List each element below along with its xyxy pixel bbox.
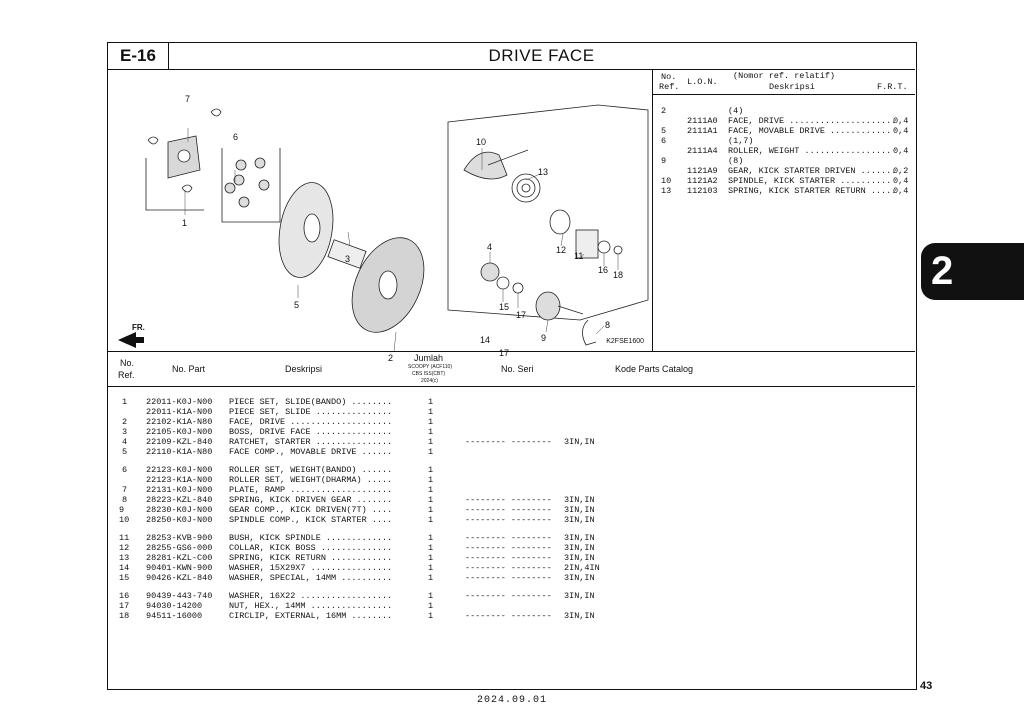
ref-lon: 1121A2 [687, 176, 718, 186]
ref-row [653, 146, 915, 166]
cell-serial: -------- -------- [465, 515, 552, 525]
cell-part: 28253-KVB-900 [146, 533, 213, 543]
cell-part: 22105-K0J-N00 [146, 427, 213, 437]
ref-lon: 2111A4 [687, 146, 718, 156]
cell-desc: PIECE SET, SLIDE(BANDO) ........ [229, 397, 393, 407]
parts-table-header [108, 351, 915, 387]
cell-ref: 7 [122, 485, 128, 495]
ref-lon: 2111A0 [687, 116, 718, 126]
callout-12: 12 [556, 245, 567, 255]
cell-qty: 1 [428, 601, 434, 611]
callout-8: 8 [605, 320, 611, 330]
table-row [108, 417, 915, 427]
page-title: DRIVE FACE [488, 46, 595, 65]
cell-part: 94030-14200 [146, 601, 203, 611]
cell-ref: 5 [122, 447, 128, 457]
cell-qty: 1 [428, 495, 434, 505]
ref-row [653, 106, 915, 126]
ref-row [653, 96, 915, 116]
table-row [108, 437, 915, 447]
ref-col-desc-top: (Nomor ref. relatif) [733, 71, 836, 81]
cell-part: 90426-KZL-840 [146, 573, 213, 583]
callout-10: 10 [476, 137, 487, 147]
ref-row [653, 156, 915, 176]
print-date: 2024.09.01 [476, 695, 547, 706]
table-row [108, 495, 915, 505]
callout-2: 2 [388, 353, 394, 363]
cell-qty: 1 [428, 591, 434, 601]
col-qty-sub: CBS ISS(CBT) [412, 371, 446, 377]
cell-qty: 1 [428, 447, 434, 457]
ref-desc: (8) [728, 156, 744, 166]
ref-no: 10 [661, 176, 672, 186]
cell-part: 22110-K1A-N80 [146, 447, 213, 457]
col-qty: Jumlah [414, 353, 444, 363]
cell-serial: -------- -------- [465, 573, 552, 583]
cell-desc: SPRING, KICK DRIVEN GEAR ....... [229, 495, 393, 505]
cell-desc: CIRCLIP, EXTERNAL, 16MM ........ [229, 611, 393, 621]
cell-part: 90439-443-740 [146, 591, 213, 601]
cell-catalog: 2IN,4IN [564, 563, 600, 573]
ref-desc: SPINDLE, KICK STARTER .......... [728, 176, 892, 186]
callout-18: 18 [613, 270, 624, 280]
cell-desc: SPRING, KICK RETURN ............ [229, 553, 393, 563]
ref-frt: 0,4 [893, 126, 909, 136]
callout-17b: 17 [499, 348, 510, 358]
cell-qty: 1 [428, 465, 434, 475]
ref-frt: 0,4 [893, 116, 909, 126]
section-tab: 2 [921, 243, 1024, 300]
cell-qty: 1 [428, 553, 434, 563]
callout-14: 14 [480, 335, 491, 345]
ref-desc: SPRING, KICK STARTER RETURN ..... [728, 186, 897, 196]
cell-part: 22123-K0J-N00 [146, 465, 213, 475]
table-row [108, 397, 915, 407]
cell-serial: -------- -------- [465, 505, 552, 515]
cell-catalog: 3IN,IN [564, 505, 595, 515]
table-row [108, 515, 915, 525]
col-no: No. [120, 358, 135, 368]
callout-13: 13 [538, 167, 549, 177]
cell-part: 22011-K1A-N00 [146, 407, 213, 417]
table-row [108, 465, 915, 475]
cell-part: 22102-K1A-N80 [146, 417, 213, 427]
callout-7: 7 [185, 94, 191, 104]
cell-catalog: 3IN,IN [564, 611, 595, 621]
cell-serial: -------- -------- [465, 591, 552, 601]
cell-ref: 16 [119, 591, 130, 601]
page-frame [107, 42, 917, 690]
cell-desc: WASHER, SPECIAL, 14MM .......... [229, 573, 393, 583]
ref-no: 6 [661, 136, 667, 146]
cell-part: 94511-16000 [146, 611, 203, 621]
cell-part: 90401-KWN-900 [146, 563, 213, 573]
cell-catalog: 3IN,IN [564, 495, 595, 505]
cell-catalog: 3IN,IN [564, 437, 595, 447]
cell-qty: 1 [428, 485, 434, 495]
cell-ref: 12 [119, 543, 130, 553]
cell-ref: 18 [119, 611, 130, 621]
cell-qty: 1 [428, 407, 434, 417]
page-header [108, 43, 915, 70]
cell-desc: WASHER, 15X29X7 ................ [229, 563, 393, 573]
col-ref: Ref. [118, 370, 135, 380]
cell-part: 28230-K0J-N00 [146, 505, 213, 515]
cell-ref: 2 [122, 417, 128, 427]
table-row [108, 505, 915, 515]
ref-col-ref: Ref. [659, 82, 680, 92]
callout-1: 1 [182, 218, 188, 228]
cell-qty: 1 [428, 417, 434, 427]
cell-desc: BOSS, DRIVE FACE ............... [229, 427, 393, 437]
ref-desc: GEAR, KICK STARTER DRIVEN ....... [728, 166, 897, 176]
callout-9: 9 [541, 333, 547, 343]
table-row [108, 591, 915, 601]
cell-catalog: 3IN,IN [564, 591, 595, 601]
callout-15: 15 [499, 302, 510, 312]
callout-3: 3 [345, 254, 351, 264]
ref-row [653, 116, 915, 136]
direction-arrow-icon [118, 332, 144, 348]
ref-row [653, 176, 915, 196]
cell-ref: 1 [122, 397, 128, 407]
ref-no: 2 [661, 106, 667, 116]
callout-5: 5 [294, 300, 300, 310]
cell-ref: 9 [119, 505, 125, 515]
table-row [108, 563, 915, 573]
cell-part: 22109-KZL-840 [146, 437, 213, 447]
table-row [108, 543, 915, 553]
cell-ref: 4 [122, 437, 128, 447]
col-qty-model: SCOOPY (ACF110) [408, 364, 452, 370]
ref-frt: 0,2 [893, 166, 909, 176]
callout-16: 16 [598, 265, 609, 275]
cell-part: 22131-K0J-N00 [146, 485, 213, 495]
cell-ref: 17 [119, 601, 130, 611]
cell-desc: PLATE, RAMP .................... [229, 485, 393, 495]
table-row [108, 427, 915, 437]
cell-serial: -------- -------- [465, 495, 552, 505]
ref-frt: 0,4 [893, 186, 909, 196]
cell-desc: COLLAR, KICK BOSS .............. [229, 543, 393, 553]
cell-part: 28255-GS6-000 [146, 543, 213, 553]
callout-11: 11 [574, 251, 584, 261]
ref-row [653, 166, 915, 186]
frt-reference-panel [653, 70, 915, 351]
cell-part: 28223-KZL-840 [146, 495, 213, 505]
section-code: E-16 [108, 43, 169, 69]
cell-qty: 1 [428, 611, 434, 621]
cell-serial: -------- -------- [465, 611, 552, 621]
cell-part: 22123-K1A-N00 [146, 475, 213, 485]
cell-ref: 15 [119, 573, 130, 583]
ref-desc: FACE, DRIVE ..................... [728, 116, 897, 126]
cell-catalog: 3IN,IN [564, 533, 595, 543]
cell-qty: 1 [428, 427, 434, 437]
cell-serial: -------- -------- [465, 563, 552, 573]
diagram-drawing [108, 70, 652, 351]
table-row [108, 407, 915, 417]
cell-qty: 1 [428, 437, 434, 447]
ref-row [653, 126, 915, 146]
ref-no: 13 [661, 186, 672, 196]
cell-desc: BUSH, KICK SPINDLE ............. [229, 533, 393, 543]
cell-desc: GEAR COMP., KICK DRIVEN(7T) .... [229, 505, 393, 515]
ref-row [653, 136, 915, 156]
cell-desc: FACE COMP., MOVABLE DRIVE ...... [229, 447, 393, 457]
col-part: No. Part [172, 364, 206, 374]
cell-serial: -------- -------- [465, 543, 552, 553]
table-row [108, 611, 915, 621]
cell-ref: 8 [122, 495, 128, 505]
cell-desc: SPINDLE COMP., KICK STARTER .... [229, 515, 393, 525]
cell-desc: NUT, HEX., 14MM ................ [229, 601, 393, 611]
callout-6: 6 [233, 132, 239, 142]
cell-catalog: 3IN,IN [564, 515, 595, 525]
callout-17: 17 [516, 310, 527, 320]
ref-desc: (4) [728, 106, 744, 116]
cell-catalog: 3IN,IN [564, 573, 595, 583]
callout-4: 4 [487, 242, 493, 252]
ref-lon: 112103 [687, 186, 718, 196]
cell-desc: WASHER, 16X22 .................. [229, 591, 393, 601]
cell-ref: 11 [119, 533, 130, 543]
figure-code: K2FSE1600 [606, 338, 644, 345]
table-row [108, 475, 915, 485]
table-row [108, 447, 915, 457]
cell-ref: 14 [119, 563, 130, 573]
cell-ref: 6 [122, 465, 128, 475]
cell-desc: PIECE SET, SLIDE ............... [229, 407, 393, 417]
ref-no: 9 [661, 156, 667, 166]
ref-desc: ROLLER, WEIGHT ................. [728, 146, 892, 156]
table-row [108, 601, 915, 611]
cell-qty: 1 [428, 533, 434, 543]
cell-serial: -------- -------- [465, 437, 552, 447]
cell-qty: 1 [428, 563, 434, 573]
ref-frt: 0,4 [893, 176, 909, 186]
cell-ref: 13 [119, 553, 130, 563]
ref-col-desc: Deskripsi [769, 82, 815, 92]
col-serial: No. Seri [501, 364, 534, 374]
page-number: 43 [920, 680, 933, 692]
ref-col-no: No. [661, 72, 677, 82]
cell-catalog: 3IN,IN [564, 553, 595, 563]
cell-part: 28250-K0J-N00 [146, 515, 213, 525]
cell-desc: RATCHET, STARTER ............... [229, 437, 393, 447]
ref-col-lon: L.O.N. [687, 77, 718, 87]
table-row [108, 533, 915, 543]
cell-part: 28281-KZL-C00 [146, 553, 213, 563]
cell-qty: 1 [428, 573, 434, 583]
cell-qty: 1 [428, 397, 434, 407]
table-row [108, 573, 915, 583]
ref-lon: 2111A1 [687, 126, 718, 136]
cell-desc: ROLLER SET, WEIGHT(DHARMA) ..... [229, 475, 393, 485]
ref-lon: 1121A9 [687, 166, 718, 176]
col-catalog: Kode Parts Catalog [615, 364, 694, 374]
cell-ref: 3 [122, 427, 128, 437]
cell-qty: 1 [428, 475, 434, 485]
table-row [108, 485, 915, 495]
cell-desc: ROLLER SET, WEIGHT(BANDO) ...... [229, 465, 393, 475]
ref-col-frt: F.R.T. [877, 82, 908, 92]
ref-desc: FACE, MOVABLE DRIVE ............ [728, 126, 892, 136]
cell-serial: -------- -------- [465, 533, 552, 543]
cell-ref: 10 [119, 515, 130, 525]
col-desc: Deskripsi [285, 364, 323, 374]
ref-frt: 0,4 [893, 146, 909, 156]
col-qty-year: 2024(c) [421, 378, 438, 384]
ref-panel-header [653, 70, 915, 95]
cell-qty: 1 [428, 515, 434, 525]
cell-desc: FACE, DRIVE .................... [229, 417, 393, 427]
cell-catalog: 3IN,IN [564, 543, 595, 553]
cell-qty: 1 [428, 505, 434, 515]
cell-serial: -------- -------- [465, 553, 552, 563]
cell-qty: 1 [428, 543, 434, 553]
ref-desc: (1,7) [728, 136, 754, 146]
direction-label: FR. [132, 323, 145, 332]
table-row [108, 553, 915, 563]
cell-part: 22011-K0J-N00 [146, 397, 213, 407]
ref-no: 5 [661, 126, 667, 136]
